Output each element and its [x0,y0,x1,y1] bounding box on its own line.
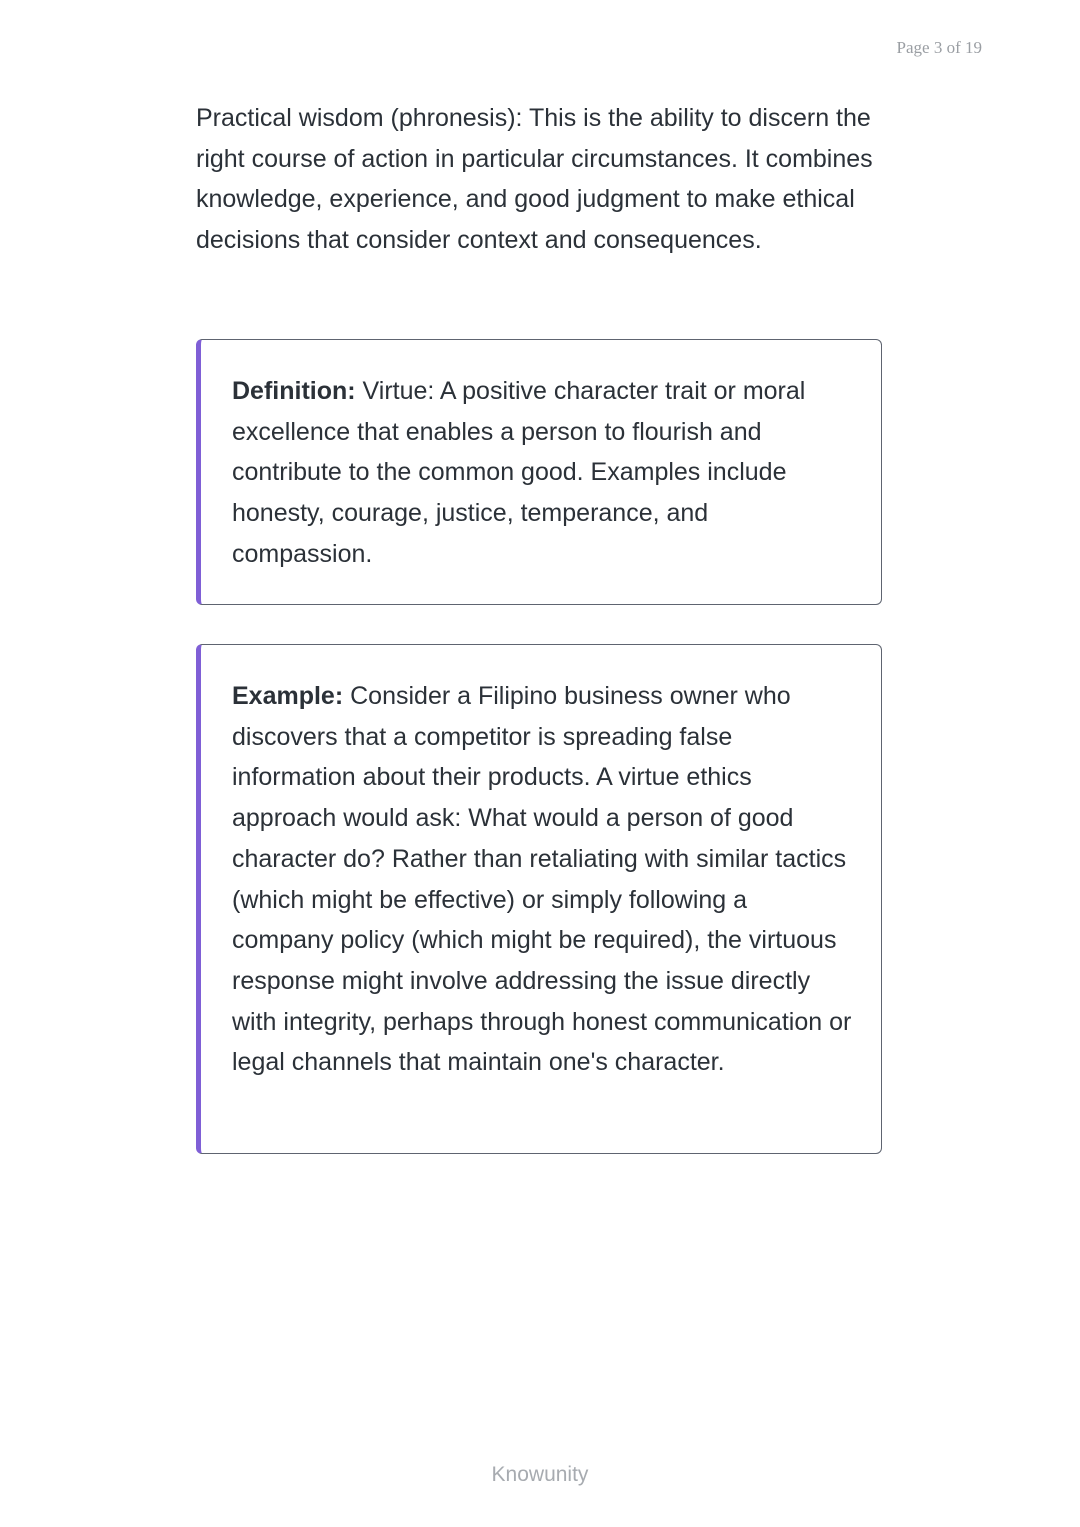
example-paragraph [232,676,853,1083]
definition-text: Virtue: A positive character trait or moral excellence that enables a person to flourish and contribute to the common good. Examples include honesty, courage, justice, temperance, and compassion. [232,377,806,568]
intro-paragraph: Practical wisdom (phronesis): This is the ability to discern the right course of action in particular circumstances. It combines knowledge, experience, and good judgment to make ethical decisions that consider context and consequences. [196,104,873,255]
example-label: Example: [232,682,344,710]
footer-brand: Knowunity [491,1463,589,1486]
page-number: Page 3 of 19 [896,38,982,57]
definition-callout [196,339,882,605]
example-text: Consider a Filipino business owner who discovers that a competitor is spreading false information about their products. A virtue ethics approach would ask: What would a person of good character do? Rather than retaliating with similar tactics (which might be effective) or simply following a company policy (which might be required), the virtuous response might involve addressing the issue directly with integrity, perhaps through honest communication or legal channels that maintain one's character. [232,682,852,1077]
definition-label: Definition: [232,377,356,405]
definition-paragraph [232,371,853,575]
example-callout [196,644,882,1154]
